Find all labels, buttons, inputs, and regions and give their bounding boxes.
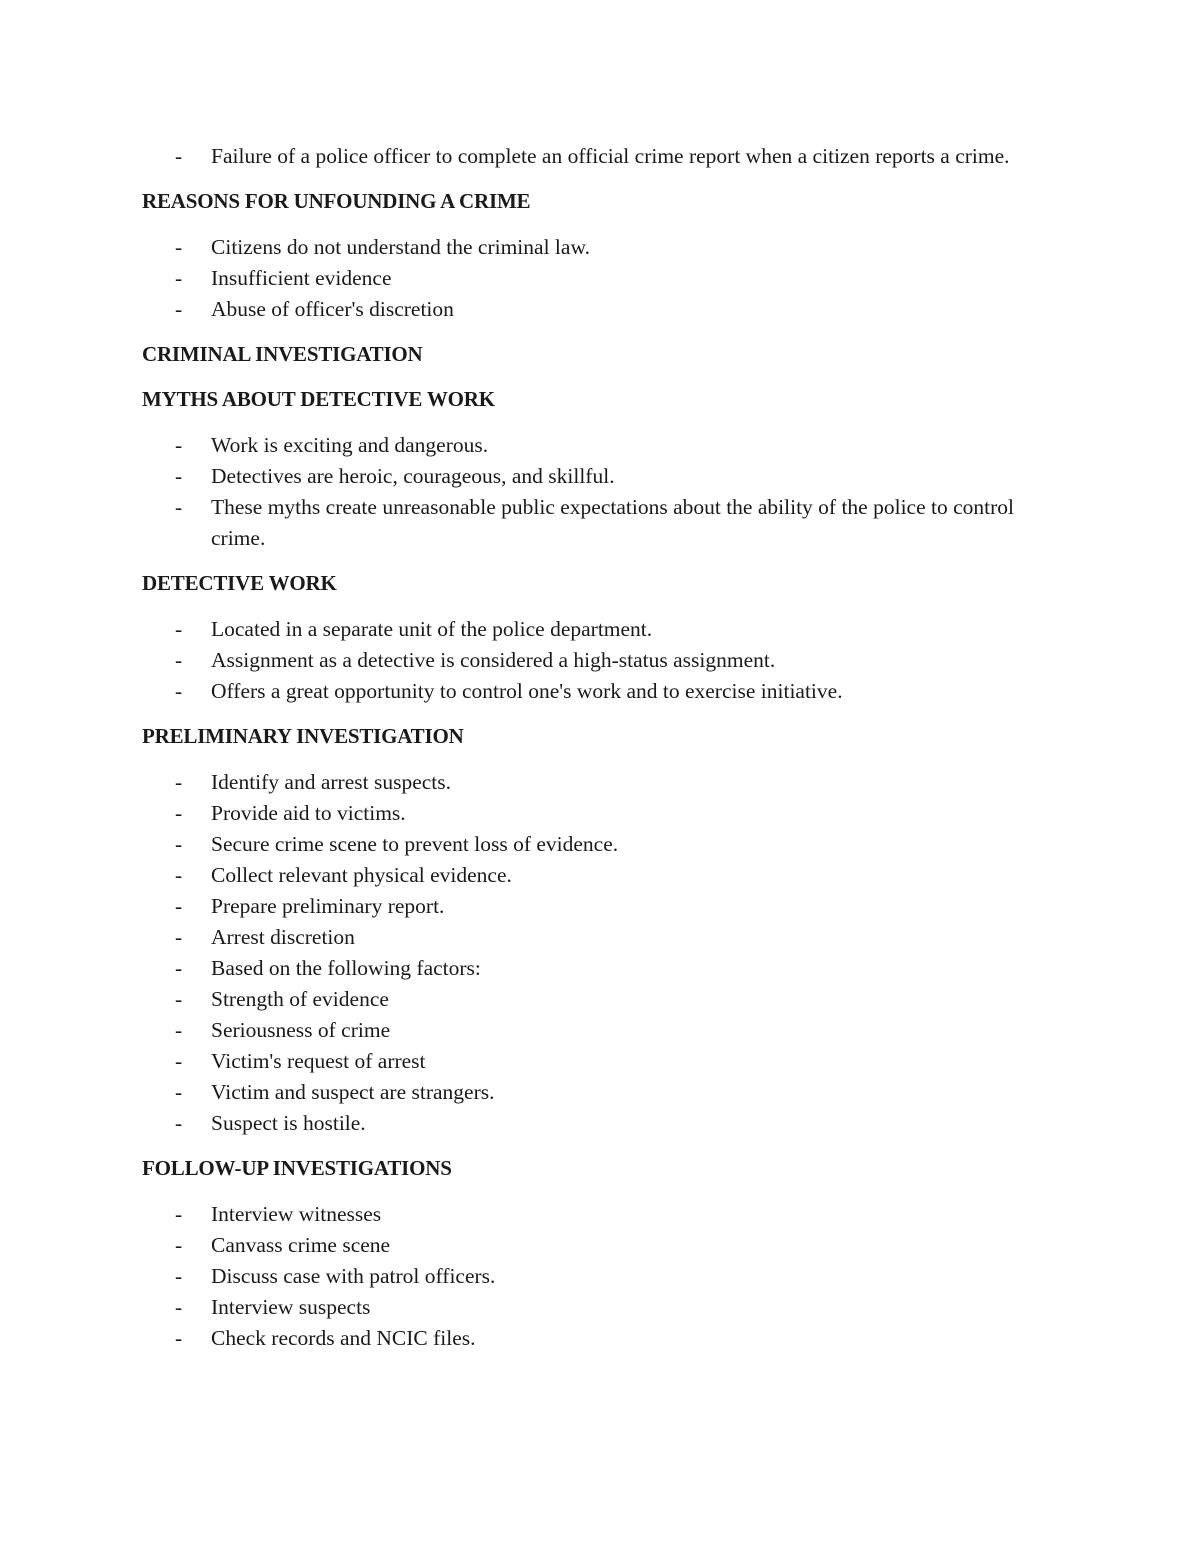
list-item-text: Collect relevant physical evidence.: [211, 863, 512, 887]
list-item: [142, 1108, 1042, 1139]
list-item: [142, 294, 1042, 325]
list-item: [142, 263, 1042, 294]
list-item-text: Victim's request of arrest: [211, 1049, 426, 1073]
bullet-dash: -: [175, 297, 183, 321]
list-item: [142, 430, 1042, 461]
list-item-text: These myths create unreasonable public expectations about the ability of the police to control crime.: [211, 495, 1014, 550]
list-item: [142, 1261, 1042, 1292]
list-item-text: Insufficient evidence: [211, 266, 392, 290]
section-list-detective-work: [142, 614, 1042, 707]
list-item: [142, 1230, 1042, 1261]
list-item: [142, 1323, 1042, 1354]
bullet-dash: -: [175, 863, 183, 887]
section-heading-follow-up-investigations: FOLLOW-UP INVESTIGATIONS: [142, 1156, 452, 1180]
list-item: [142, 829, 1042, 860]
bullet-dash: -: [175, 235, 183, 259]
section-heading-detective-work: DETECTIVE WORK: [142, 571, 337, 595]
list-item-text: Abuse of officer's discretion: [211, 297, 454, 321]
list-item-text: Discuss case with patrol officers.: [211, 1264, 496, 1288]
section-heading-preliminary-investigation: PRELIMINARY INVESTIGATION: [142, 724, 464, 748]
section-heading-criminal-investigation: CRIMINAL INVESTIGATION: [142, 342, 423, 366]
list-item-text: Located in a separate unit of the police department.: [211, 617, 653, 641]
bullet-dash: -: [175, 464, 183, 488]
bullet-dash: -: [175, 433, 183, 457]
list-item-text: Secure crime scene to prevent loss of evidence.: [211, 832, 619, 856]
list-item: [142, 922, 1042, 953]
section-heading-reasons-for-unfounding: REASONS FOR UNFOUNDING A CRIME: [142, 189, 531, 213]
section-heading-myths-about-detective-work: MYTHS ABOUT DETECTIVE WORK: [142, 387, 495, 411]
list-item-text: Citizens do not understand the criminal law.: [211, 235, 590, 259]
list-item-text: Identify and arrest suspects.: [211, 770, 452, 794]
bullet-dash: -: [175, 1080, 183, 1104]
list-item-text: Based on the following factors:: [211, 956, 481, 980]
list-item-text: Seriousness of crime: [211, 1018, 391, 1042]
bullet-dash: -: [175, 144, 183, 168]
list-item-text: Interview suspects: [211, 1295, 371, 1319]
bullet-dash: -: [175, 1295, 183, 1319]
list-item: [142, 232, 1042, 263]
list-item: [142, 676, 1042, 707]
bullet-dash: -: [175, 801, 183, 825]
bullet-dash: -: [175, 495, 183, 519]
list-item: [142, 461, 1042, 492]
bullet-dash: -: [175, 1049, 183, 1073]
list-item-text: Canvass crime scene: [211, 1233, 391, 1257]
list-item-text: Arrest discretion: [211, 925, 355, 949]
bullet-dash: -: [175, 266, 183, 290]
list-item-text: Victim and suspect are strangers.: [211, 1080, 495, 1104]
bullet-dash: -: [175, 987, 183, 1011]
bullet-dash: -: [175, 894, 183, 918]
list-item: [142, 645, 1042, 676]
list-item: [142, 1046, 1042, 1077]
list-item: [142, 141, 1042, 172]
list-item-text: Interview witnesses: [211, 1202, 382, 1226]
list-item-text: Work is exciting and dangerous.: [211, 433, 489, 457]
list-item: [142, 1199, 1042, 1230]
section-list-preliminary-investigation: [142, 767, 1042, 1139]
list-item-text: Suspect is hostile.: [211, 1111, 366, 1135]
list-item-text: Prepare preliminary report.: [211, 894, 445, 918]
bullet-dash: -: [175, 1202, 183, 1226]
list-item: [142, 891, 1042, 922]
bullet-dash: -: [175, 1264, 183, 1288]
bullet-dash: -: [175, 679, 183, 703]
section-list-follow-up-investigations: [142, 1199, 1042, 1354]
bullet-dash: -: [175, 832, 183, 856]
list-item-text: Check records and NCIC files.: [211, 1326, 476, 1350]
document-content: [142, 141, 1042, 1354]
list-item-text: Strength of evidence: [211, 987, 389, 1011]
list-item: [142, 492, 1042, 554]
bullet-dash: -: [175, 956, 183, 980]
list-item: [142, 860, 1042, 891]
section-list-reasons-for-unfounding: [142, 232, 1042, 325]
list-item-text: Offers a great opportunity to control one's work and to exercise initiative.: [211, 679, 843, 703]
list-item: [142, 1015, 1042, 1046]
bullet-dash: -: [175, 770, 183, 794]
list-item: [142, 984, 1042, 1015]
bullet-dash: -: [175, 617, 183, 641]
list-item: [142, 614, 1042, 645]
bullet-dash: -: [175, 1111, 183, 1135]
bullet-dash: -: [175, 1326, 183, 1350]
list-item-text: Provide aid to victims.: [211, 801, 406, 825]
intro-list: [142, 141, 1042, 172]
list-item-text: Failure of a police officer to complete an official crime report when a citizen reports a crime.: [211, 144, 1010, 168]
bullet-dash: -: [175, 648, 183, 672]
bullet-dash: -: [175, 925, 183, 949]
list-item: [142, 1077, 1042, 1108]
list-item-text: Detectives are heroic, courageous, and skillful.: [211, 464, 615, 488]
bullet-dash: -: [175, 1233, 183, 1257]
list-item: [142, 1292, 1042, 1323]
section-list-myths-about-detective-work: [142, 430, 1042, 554]
list-item: [142, 953, 1042, 984]
bullet-dash: -: [175, 1018, 183, 1042]
list-item: [142, 798, 1042, 829]
list-item: [142, 767, 1042, 798]
list-item-text: Assignment as a detective is considered a high-status assignment.: [211, 648, 776, 672]
